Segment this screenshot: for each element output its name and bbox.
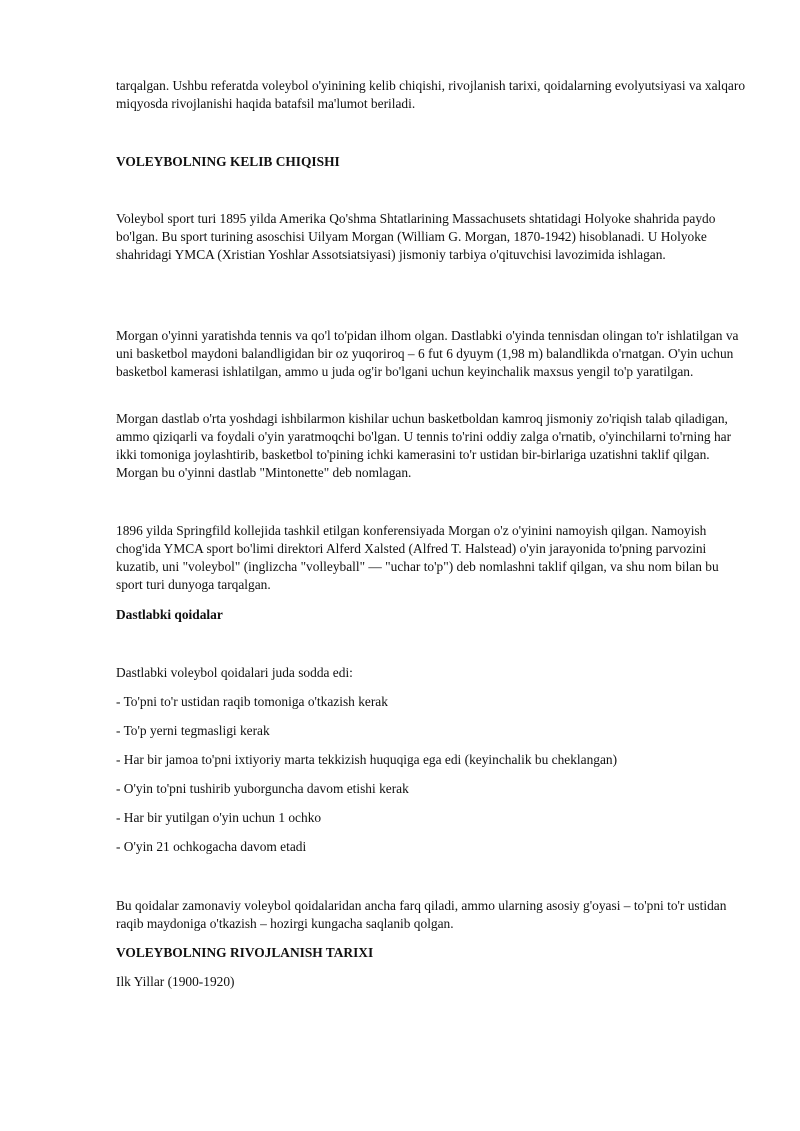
rule-item: - Har bir jamoa to'pni ixtiyoriy marta tekkizish huquqiga ega edi (keyinchalik bu cheklangan) xyxy=(116,752,618,767)
rules-outro: Bu qoidalar zamonaviy voleybol qoidalaridan ancha farq qiladi, ammo ularning asosiy g'oyasi – to'pni to'r ustidan raqib maydoniga o'tkazish – hozirgi kungacha saqlanib qolgan. xyxy=(116,898,727,931)
rule-item: - To'pni to'r ustidan raqib tomoniga o'tkazish kerak xyxy=(116,694,388,709)
rule-item: - To'p yerni tegmasligi kerak xyxy=(116,723,270,738)
origin-paragraph-4: 1896 yilda Springfild kollejida tashkil etilgan konferensiyada Morgan o'z o'yinini namoyish qilgan. Namoyish chog'ida YMCA sport bo'limi direktori Alferd Xalsted (Alfred T. Halstead) o'yin jarayonida to'pning parvozini kuzatib, uni "voleybol" (inglizcha "volleyball" — "uchar to'p") deb nomlashni taklif qilgan, va shu nom bilan bu sport turi dunyoga tarqalgan. xyxy=(116,523,719,592)
origin-paragraph-1: Voleybol sport turi 1895 yilda Amerika Qo'shma Shtatlarining Massachusets shtatidagi Holyoke shahrida paydo bo'lgan. Bu sport turining asoschisi Uilyam Morgan (William G. Morgan, 1870-1942) hisoblanadi. U Holyoke shahridagi YMCA (Xristian Yoshlar Assotsiatsiyasi) jismoniy tarbiya o'qituvchisi lavozimida ishlagan. xyxy=(116,211,716,262)
history-subheading: Ilk Yillar (1900-1920) xyxy=(116,974,235,989)
section-heading-origin: VOLEYBOLNING KELIB CHIQISHI xyxy=(116,154,340,169)
intro-paragraph: tarqalgan. Ushbu referatda voleybol o'yinining kelib chiqishi, rivojlanish tarixi, qoidalarning evolyutsiyasi va xalqaro miqyosda rivojlanishi haqida batafsil ma'lumot beriladi. xyxy=(116,78,746,111)
rules-intro: Dastlabki voleybol qoidalari juda sodda edi: xyxy=(116,665,353,680)
rule-item: - Har bir yutilgan o'yin uchun 1 ochko xyxy=(116,810,322,825)
origin-paragraph-2: Morgan o'yinni yaratishda tennis va qo'l to'pidan ilhom olgan. Dastlabki o'yinda tennisdan olingan to'r ishlatilgan va uni basketbol maydoni balandligidan bir oz yuqoriroq – 6 fut 6 dyuym (1,98 m) balandlikda o'rnatgan. O'yin uchun basketbol kamerasi ishlatilgan, ammo u juda og'ir bo'lgani uchun keyinchalik maxsus yengil to'p yaratilgan. xyxy=(116,328,739,379)
rule-item: - O'yin 21 ochkogacha davom etadi xyxy=(116,839,307,854)
origin-paragraph-3: Morgan dastlab o'rta yoshdagi ishbilarmon kishilar uchun basketboldan kamroq jismoniy zo'riqish talab qiladigan, ammo qiziqarli va foydali o'yin yaratmoqchi bo'lgan. U tennis to'rini oddiy zalga o'rnatib, o'yinchilarni to'rning har ikki tomoniga joylashtirib, basketbol to'pining ichki kamerasini to'r ustidan bir-birlariga uzatishni taklif qilgan. Morgan bu o'yinni dastlab "Mintonette" deb nomlagan. xyxy=(116,411,732,480)
section-heading-history: VOLEYBOLNING RIVOJLANISH TARIXI xyxy=(116,945,374,960)
section-heading-initial-rules: Dastlabki qoidalar xyxy=(116,607,223,622)
rule-item: - O'yin to'pni tushirib yuborguncha davom etishi kerak xyxy=(116,781,409,796)
